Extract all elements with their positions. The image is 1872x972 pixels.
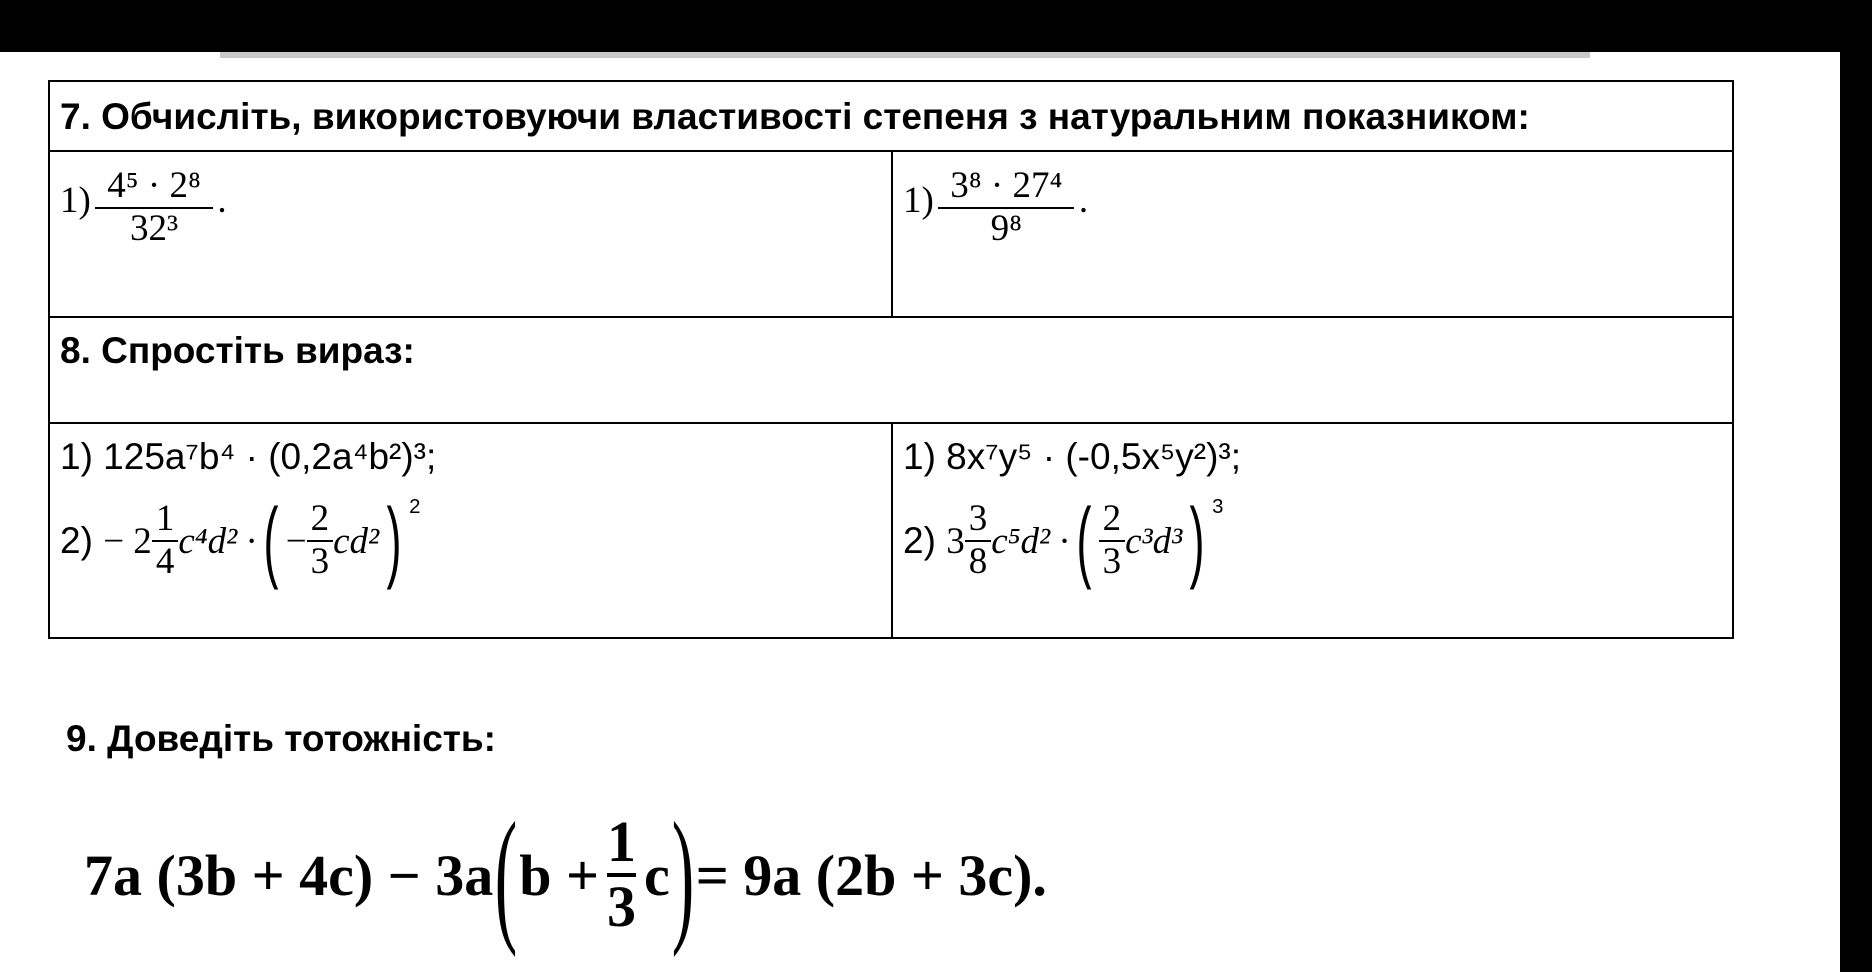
task8-right-cell: [891, 424, 1732, 637]
fraction: [938, 166, 1074, 249]
numerator: 2: [310, 498, 330, 540]
numerator: 3⁸ · 27⁴: [950, 165, 1063, 206]
right-paren: ): [671, 792, 694, 958]
task7-right-cell: [891, 152, 1732, 316]
fraction: [1099, 499, 1126, 582]
item-label: 2): [903, 520, 936, 561]
numerator: 1: [607, 809, 636, 875]
period: .: [217, 179, 227, 221]
denominator: 4: [155, 541, 175, 582]
denominator: 8: [968, 541, 988, 582]
term: c⁴d² ·: [178, 520, 256, 562]
mixed-whole: 3: [946, 520, 965, 562]
task9-identity: [84, 792, 1047, 958]
term: c⁵d² ·: [991, 520, 1069, 562]
expression-1: 1) 8x⁷y⁵ · (-0,5x⁵y²)³;: [903, 436, 1242, 477]
expression-1: 1) 125a⁷b⁴ · (0,2a⁴b²)³;: [60, 436, 437, 477]
mixed-whole: − 2: [103, 520, 152, 562]
task7-heading-row: [50, 82, 1732, 150]
left-paren: (: [494, 792, 518, 958]
numerator: 3: [968, 498, 988, 540]
denominator: 3: [310, 541, 330, 582]
exponent: 2: [409, 496, 421, 518]
term: cd²: [333, 520, 380, 562]
task8-heading-row: [50, 316, 1732, 422]
numerator: 2: [1102, 498, 1122, 540]
identity-lhs-part: 7a (3b + 4c) − 3a: [84, 842, 494, 908]
scan-artifact: [220, 52, 1590, 58]
numerator: 4⁵ · 2⁸: [107, 165, 201, 206]
fraction: [95, 166, 213, 249]
inner-term: b +: [519, 842, 599, 908]
left-paren: (: [263, 491, 279, 591]
fraction: [152, 499, 179, 582]
fraction: [307, 499, 334, 582]
task7-exercises-row: [50, 150, 1732, 316]
fraction: [607, 809, 636, 939]
tasks-table: [48, 80, 1734, 639]
expression-2: [903, 491, 1732, 591]
task8-heading: 8. Спростіть вираз:: [60, 330, 415, 371]
sign: −: [285, 520, 307, 562]
numerator: 1: [155, 498, 175, 540]
expression-2: [60, 491, 891, 591]
denominator: 3: [1102, 541, 1122, 582]
right-paren: ): [1189, 491, 1205, 591]
left-paren: (: [1076, 491, 1092, 591]
fraction: [965, 499, 992, 582]
denominator: 32³: [130, 207, 179, 249]
period: .: [1078, 179, 1089, 221]
right-paren: ): [386, 491, 402, 591]
denominator: 9⁸: [990, 207, 1023, 249]
task7-left-cell: [50, 152, 891, 316]
exponent: 3: [1212, 496, 1224, 518]
item-label: 1): [903, 179, 934, 221]
denominator: 3: [607, 874, 636, 939]
task8-exercises-row: [50, 422, 1732, 637]
term: c³d³: [1125, 520, 1183, 562]
task8-left-cell: [50, 424, 891, 637]
inner-term-tail: c: [644, 842, 670, 908]
task9-heading: 9. Доведіть тотожність:: [66, 718, 496, 759]
item-label: 2): [60, 520, 93, 561]
task7-heading: 7. Обчисліть, використовуючи властивості степеня з натуральним показником:: [60, 95, 1530, 137]
item-label: 1): [60, 179, 91, 221]
identity-rhs: = 9a (2b + 3c).: [695, 842, 1047, 908]
